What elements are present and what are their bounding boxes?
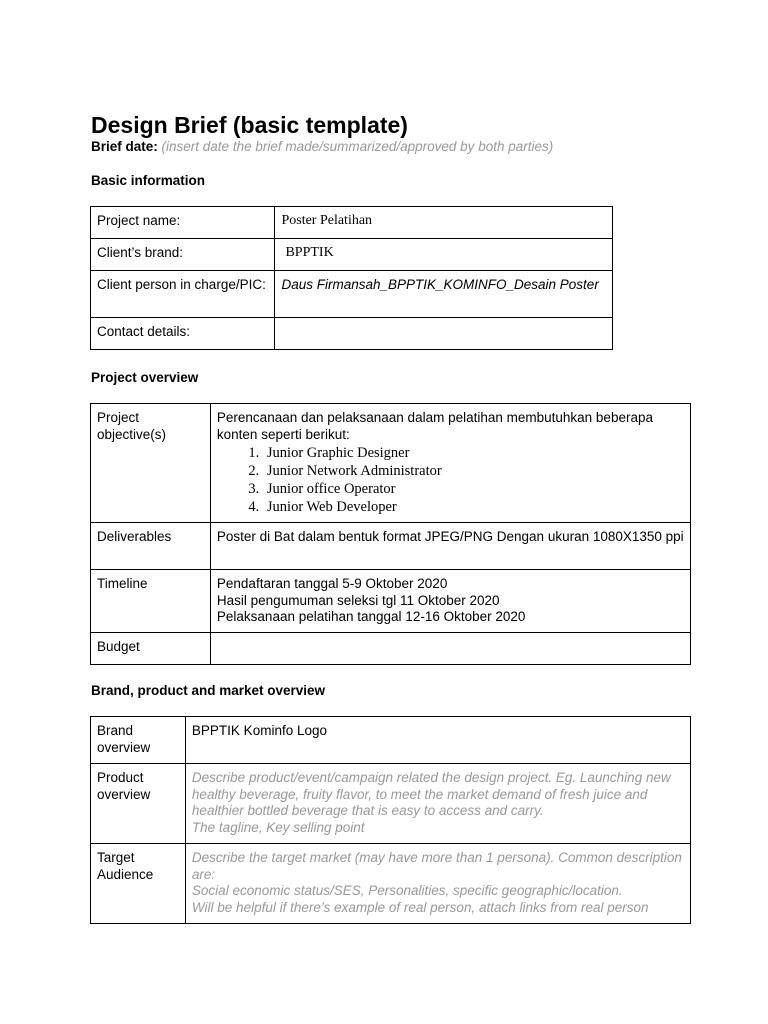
project-objective-cell (210, 404, 690, 523)
project-overview-table (90, 403, 691, 665)
brief-date-label: Brief date: (91, 139, 158, 154)
target-audience-line: Will be helpful if there’s example of real person, attach links from real person (191, 899, 649, 915)
timeline-line: Hasil pengumuman seleksi tgl 11 Oktober 2020 (216, 592, 500, 608)
product-overview-value (185, 764, 690, 844)
client-pic-value: Daus Firmansah_BPPTIK_KOMINFO_Desain Poster (275, 271, 613, 318)
table-row (91, 844, 691, 924)
deliverables-value: Poster di Bat dalam bentuk format JPEG/PNG Dengan ukuran 1080X1350 ppi (210, 523, 690, 570)
project-objective-intro: Perencanaan dan pelaksanaan dalam pelatihan membutuhkan beberapa konten seperti berikut: (216, 410, 653, 442)
timeline-label: Timeline (91, 570, 211, 633)
list-item: 3. Junior office Operator (263, 480, 684, 498)
budget-label: Budget (91, 633, 211, 665)
project-name-label: Project name: (91, 207, 275, 239)
target-audience-label: Target Audience (91, 844, 186, 924)
basic-information-heading: Basic information (91, 173, 206, 188)
table-row (91, 570, 691, 633)
basic-information-table (90, 206, 613, 350)
brief-date-placeholder: (insert date the brief made/summarized/approved by both parties) (161, 139, 554, 154)
contact-details-label: Contact details: (91, 318, 275, 350)
target-audience-value (185, 844, 690, 924)
table-row (91, 717, 691, 764)
table-row (91, 404, 691, 523)
product-overview-line: The tagline, Key selling point (191, 819, 365, 835)
brand-overview-table (90, 716, 691, 924)
table-row (91, 271, 613, 318)
contact-details-value (275, 318, 613, 350)
product-overview-label: Product overview (91, 764, 186, 844)
project-overview-heading: Project overview (91, 370, 199, 385)
target-audience-line: Describe the target market (may have more than 1 persona). Common description are: (191, 850, 682, 882)
brand-overview-label: Brand overview (91, 717, 186, 764)
document-title: Design Brief (basic template) (91, 112, 408, 138)
brand-overview-heading: Brand, product and market overview (91, 683, 326, 698)
table-row (91, 523, 691, 570)
project-objective-label: Project objective(s) (91, 404, 211, 523)
product-overview-line: Describe product/event/campaign related the design project. Eg. Launching new healthy beverage, fruity flavor, to meet the market demand of fresh juice and healthier bottled beverage that is easy to access and carry. (191, 770, 671, 818)
table-row (91, 633, 691, 665)
brief-date (91, 138, 553, 156)
timeline-line: Pendaftaran tanggal 5-9 Oktober 2020 (216, 576, 448, 591)
table-row (91, 239, 613, 271)
client-pic-label: Client person in charge/PIC: (91, 271, 275, 318)
list-item: 2. Junior Network Administrator (263, 462, 684, 480)
target-audience-line: Social economic status/SES, Personalities, specific geographic/location. (191, 883, 623, 898)
deliverables-label: Deliverables (91, 523, 211, 570)
project-name-value: Poster Pelatihan (275, 207, 613, 239)
project-objective-list (217, 444, 684, 516)
table-row (91, 207, 613, 239)
table-row (91, 764, 691, 844)
brand-overview-value: BPPTIK Kominfo Logo (185, 717, 690, 764)
timeline-line: Pelaksanaan pelatihan tanggal 12-16 Oktober 2020 (216, 609, 526, 624)
timeline-value (210, 570, 690, 633)
list-item: 4. Junior Web Developer (263, 498, 684, 516)
list-item: 1. Junior Graphic Designer (263, 444, 684, 462)
client-brand-value: BPPTIK (275, 239, 613, 271)
table-row (91, 318, 613, 350)
budget-value (210, 633, 690, 665)
client-brand-label: Client’s brand: (91, 239, 275, 271)
